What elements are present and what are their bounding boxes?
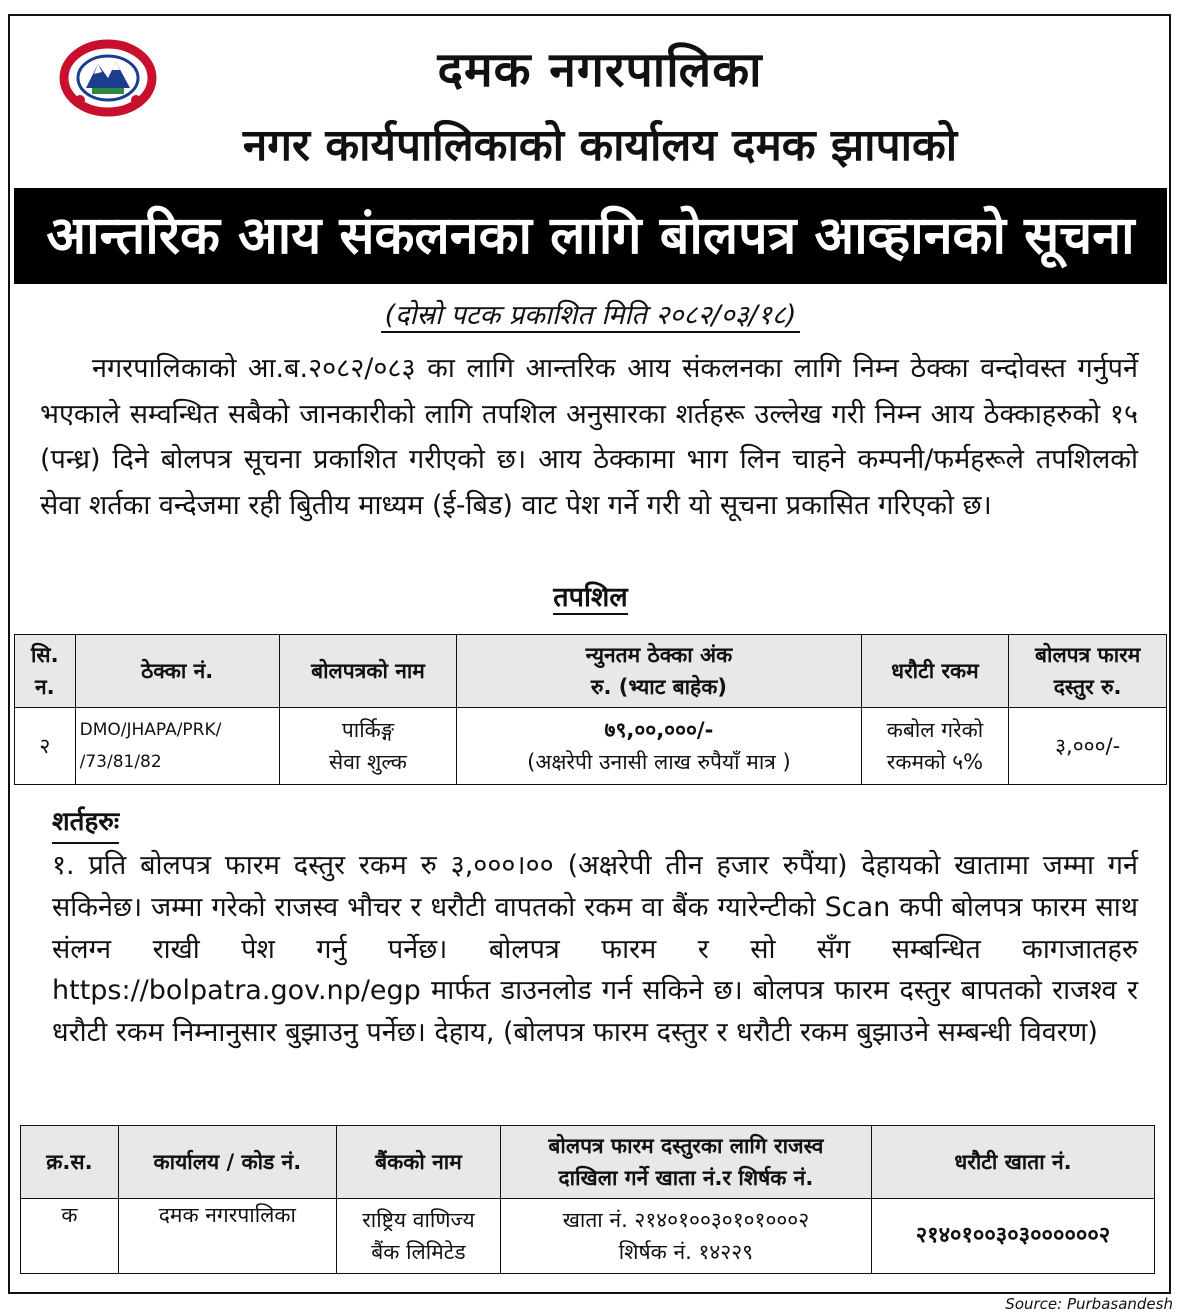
row-tender-name-l2: सेवा शुल्क — [329, 750, 407, 774]
row-tender-name-l1: पार्किङ्ग — [341, 718, 395, 742]
row-contract-no-l2: /73/81/82 — [79, 752, 162, 772]
notice-banner: आन्तरिक आय संकलनका लागि बोलपत्र आव्हानको सूचना — [14, 188, 1167, 284]
table-row — [21, 1199, 1155, 1274]
col-min-amount-l1: न्युनतम ठेक्का अंक — [585, 643, 733, 667]
row-deposit — [861, 708, 1009, 785]
source-credit: Source: Purbasandesh — [1005, 1295, 1173, 1313]
col-ks: क्र.स. — [21, 1126, 119, 1199]
row-contract-no-l1: DMO/JHAPA/PRK/ — [79, 720, 222, 740]
tapsil-heading — [0, 578, 1181, 618]
col-sn-l2: न. — [34, 675, 55, 699]
table-row — [15, 708, 1167, 785]
row-amount-value: ७९,००,०००/- — [604, 718, 714, 742]
published-date-text: (दोस्रो पटक प्रकाशित मिति २०८२/०३/१८) — [381, 300, 801, 333]
published-date — [0, 296, 1181, 336]
office-title: नगर कार्यपालिकाको कार्यालय दमक झापाको — [242, 120, 958, 171]
nepal-government-emblem-icon — [58, 38, 158, 118]
row-revenue-l1: खाता नं. २१४०१००३०१०१०००२ — [562, 1208, 810, 1232]
account-table-header — [21, 1126, 1155, 1199]
row-amount — [457, 708, 861, 785]
col-sn — [15, 635, 76, 708]
row-ks: क — [21, 1199, 119, 1274]
col-office: कार्यालय / कोड नं. — [118, 1126, 336, 1199]
row-bank-l2: बैंक लिमिटेड — [371, 1240, 466, 1264]
tapsil-heading-text: तपशिल — [553, 582, 628, 613]
tender-table — [14, 634, 1167, 785]
col-revenue — [500, 1126, 871, 1199]
row-contract-no — [75, 708, 279, 785]
intro-paragraph: नगरपालिकाको आ.ब.२०८२/०८३ का लागि आन्तरिक आय संकलनका लागि निम्न ठेक्का वन्दोवस्त गर्नुपर्ने भएकाले सम्वन्धित सबैको जानकारीको लागि तपशिल अनुसारका शर्तहरू उल्लेख गरी निम्न आय ठेक्काहरुको १५ (पन्ध्र) दिने बोलपत्र सूचना प्रकाशित गरीएको छ। आय ठेक्कामा भाग लिन चाहने कम्पनी/फर्महरूले तपशिलको सेवा शर्तका वन्देजमा रही बिुतीय माध्यम (ई-बिड) वाट पेश गर्ने गरी यो सूचना प्रकासित गरिएको छ। — [40, 353, 1138, 521]
col-sn-l1: सि. — [30, 643, 59, 667]
col-deposit: धरौटी रकम — [861, 635, 1009, 708]
row-deposit-l2: रकमको ५% — [886, 750, 984, 774]
col-deposit-account: धरौटी खाता नं. — [871, 1126, 1154, 1199]
conditions-heading: शर्तहरुः — [52, 802, 119, 844]
col-tender-name: बोलपत्रको नाम — [279, 635, 457, 708]
row-fee: ३,०००/- — [1009, 708, 1167, 785]
col-contract-no: ठेक्का नं. — [75, 635, 279, 708]
col-fee-l2: दस्तुर रु. — [1053, 675, 1122, 699]
col-revenue-l2: दाखिला गर्ने खाता नं.र शिर्षक नं. — [558, 1166, 814, 1190]
col-fee-l1: बोलपत्र फारम — [1035, 643, 1141, 667]
col-revenue-l1: बोलपत्र फारम दस्तुरका लागि राजस्व — [548, 1134, 824, 1158]
account-table — [20, 1125, 1155, 1274]
row-amount-words: (अक्षरेपी उनासी लाख रुपैयाँ मात्र ) — [527, 750, 791, 774]
row-tender-name — [279, 708, 457, 785]
row-office: दमक नगरपालिका — [118, 1199, 336, 1274]
row-deposit-account: २१४०१००३०३००००००२ — [871, 1199, 1154, 1274]
row-revenue — [500, 1199, 871, 1274]
col-fee — [1009, 635, 1167, 708]
row-sn: २ — [15, 708, 76, 785]
municipality-title: दमक नगरपालिका — [437, 42, 763, 98]
condition-1: १. प्रति बोलपत्र फारम दस्तुर रकम रु ३,०००।०० (अक्षरेपी तीन हजार रुपैंया) देहायको खातामा जम्मा गर्न सकिनेछ। जम्मा गरेको राजस्व भौचर र धरौटी वापतको रकम वा बैंक ग्यारेन्टीको Scan कपी बोलपत्र फारम साथ संलग्न राखी पेश गर्नु पर्नेछ। बोलपत्र फारम र सो सँग सम्बन्धित कागजातहरु https://bolpatra.gov.np/egp मार्फत डाउनलोड गर्न सकिने छ। बोलपत्र फारम दस्तुर बापतको राजश्व र धरौटी रकम निम्नानुसार बुझाउनु पर्नेछ। देहाय, (बोलपत्र फारम दस्तुर र धरौटी रकम बुझाउने सम्बन्धी विवरण) — [52, 850, 1138, 1049]
row-bank — [336, 1199, 500, 1274]
col-min-amount-l2: रु. (भ्याट बाहेक) — [590, 675, 727, 699]
tender-table-header — [15, 635, 1167, 708]
col-bank: बैंकको नाम — [336, 1126, 500, 1199]
col-min-amount — [457, 635, 861, 708]
row-deposit-l1: कबोल गरेको — [886, 718, 984, 742]
row-revenue-l2: शिर्षक नं. १४२२९ — [618, 1240, 754, 1264]
row-bank-l1: राष्ट्रिय वाणिज्य — [362, 1208, 475, 1232]
